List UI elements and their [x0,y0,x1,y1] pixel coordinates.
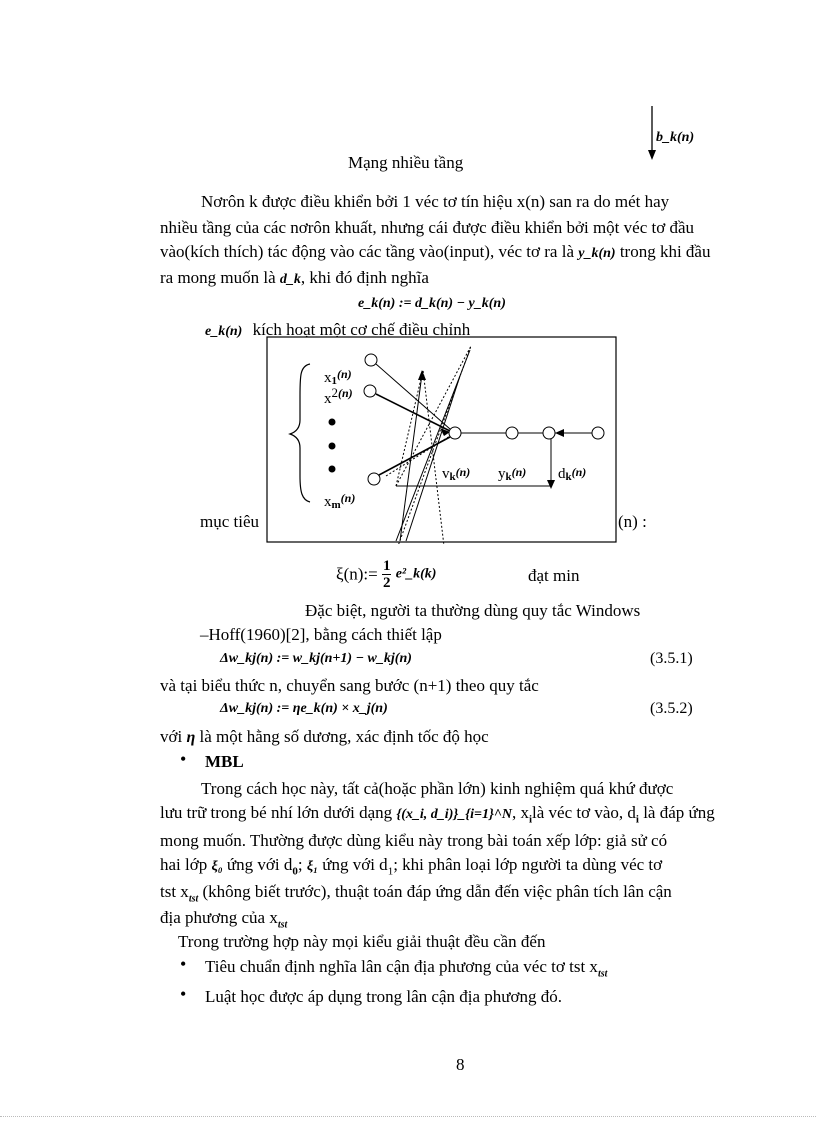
dataset-symbol: {(x_i, d_i)}_{i=1}^N [396,807,512,822]
bias-label: b_k(n) [656,130,695,145]
equation-3-5-1-number: (3.5.1) [650,650,693,667]
mbl-heading: MBL [205,752,244,771]
eta-line: với η là một hằng số dương, xác định tốc độ học [160,727,489,746]
ek-text: kích hoạt một cơ chế điều chỉnh [252,320,471,339]
input-node-1 [365,354,377,366]
network-diagram [266,336,618,544]
input-node-2 [364,385,376,397]
input-node-m [368,473,380,485]
muc-tieu-text: mục tiêu [200,512,260,531]
paragraph-4-line3: mong muốn. Thường được dùng kiểu này trong bài toán xếp lớp: giả sử có [160,831,668,850]
label-dk: $dk^{(n)}$ [558,465,587,483]
paragraph-1-line3: vào(kích thích) tác động vào các tầng vào(input), véc tơ ra là y_k(n) trong khi đầu [160,242,711,261]
paragraph-1: Nơrôn k được điều khiển bởi 1 véc tơ tín hiệu x(n) san ra do mét hay [201,192,670,211]
target-node [592,427,604,439]
equation-3-5-2-number: (3.5.2) [650,700,693,717]
paragraph-1-line4: ra mong muốn là d_k, khi đó định nghĩa [160,268,429,287]
paragraph-4-line6: địa phương của $x_{tst}$ [160,908,288,931]
label-yk: $yk^{(n)}$ [498,465,527,483]
bullet-1-text: Tiêu chuẩn định nghĩa lân cận địa phương của véc tơ tst $x_{tst}$ [205,957,608,980]
one-half-fraction: $\frac{1}{2}$ [382,558,391,591]
paragraph-1-line2: nhiều tầng của các nơrôn khuất, nhưng cái được điều khiển bởi một véc tơ đầu [160,218,695,237]
bullet-2-text: Luật học được áp dụng trong lân cận địa phương đó. [205,987,562,1006]
bullet-mbl: • [180,749,187,769]
paragraph-2-line2: –Hoff(1960)[2], bằng cách thiết lập [200,625,442,644]
compare-node [543,427,555,439]
paragraph-2-line1: Đặc biệt, người ta thường dùng quy tắc Windows [305,601,641,620]
paragraph-3: và tại biểu thức n, chuyển sang bước (n+1) theo quy tắc [160,676,539,695]
n-colon-text: (n) : [618,512,647,531]
diagram-frame [267,337,616,542]
section-heading: Mạng nhiều tầng [348,153,464,172]
input-brace [290,364,310,502]
paragraph-5: Trong trường hợp này mọi kiểu giải thuật đều cần đến [178,932,546,951]
page-number: 8 [456,1055,465,1074]
yk-symbol: y_k(n) [578,246,616,261]
cost-target: đạt min [528,566,580,585]
eta-symbol: η [186,729,196,746]
equation-3-5-1: Δw_kj(n) := w_kj(n+1) − w_kj(n) [220,651,412,666]
label-xm: $xm^{(n)}$ [324,491,356,511]
paragraph-4-line5: tst $x_{tst}$ (không biết trước), thuật toán đáp ứng dẫn đến việc phân tích lân cận [160,882,672,905]
cost-function: ξ(n):= $\frac{1}{2}$ e²_k(k) [336,558,437,591]
ellipsis-dot-2 [329,443,336,450]
bullet-1-marker: • [180,954,187,974]
paragraph-4-line1: Trong cách học này, tất cả(hoặc phần lớn) kinh nghiệm quá khứ được [201,779,674,798]
ek-symbol: e_k(n) [205,324,243,339]
dk-symbol: d_k [279,272,301,287]
label-x2: x2(n) [324,385,353,407]
ellipsis-dot-3 [329,466,336,473]
paragraph-4-line4: hai lớp ξ₀ ứng với $d_0$; ξ₁ ứng với $d_1$; khi phân loại lớp người ta dùng véc tơ [160,855,663,878]
label-vk: $vk^{(n)}$ [442,465,471,483]
output-node [506,427,518,439]
error-equation: e_k(n) := d_k(n) − y_k(n) [358,296,506,311]
equation-3-5-2: Δw_kj(n) := ηe_k(n) × x_j(n) [220,701,388,716]
ellipsis-dot-1 [329,419,336,426]
neuron-k [449,427,461,439]
bullet-2-marker: • [180,984,187,1004]
paragraph-4-line2: lưu trữ trong bé nhí lớn dưới dạng {(x_i, d_i)}_{i=1}^N, $x_ilà$ véc tơ vào, $d_i$ là đáp ứng [160,803,715,826]
label-x1: x1$^{(n)}$ [324,367,352,387]
page-bottom-rule [0,1116,816,1117]
